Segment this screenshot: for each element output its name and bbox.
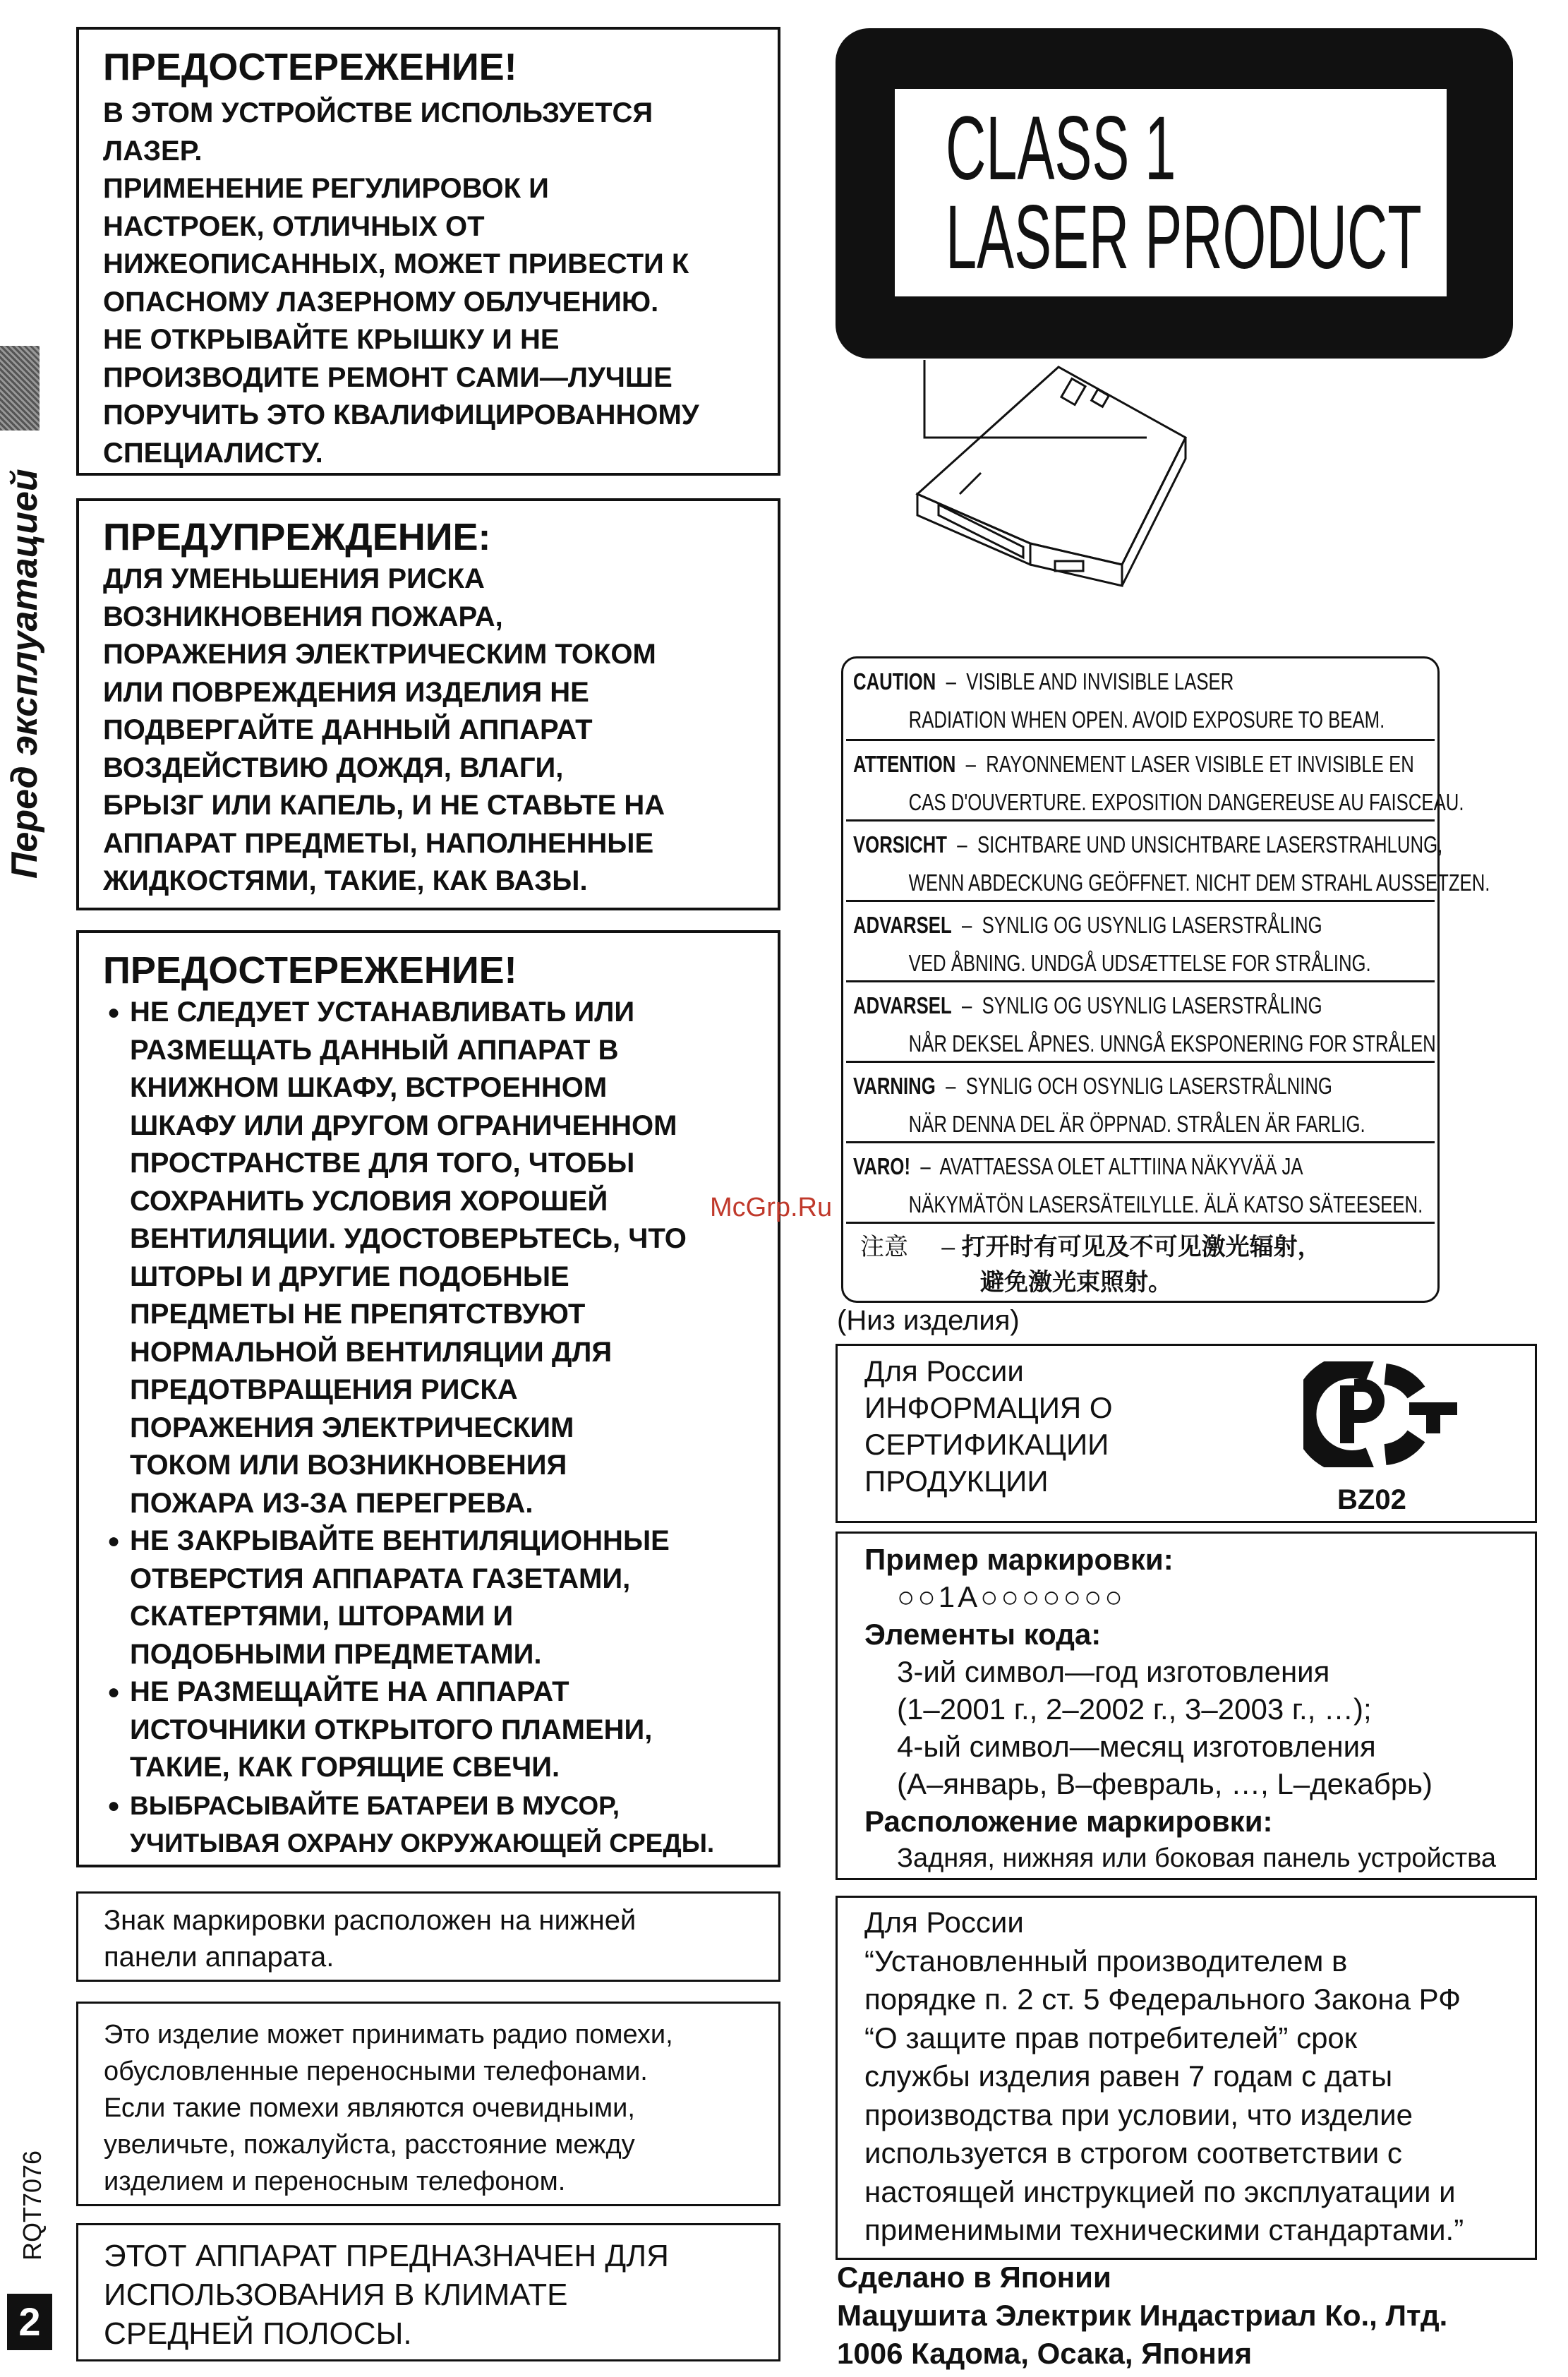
warning-label: 注意: [860, 1234, 908, 1260]
bullet-item: [107, 1673, 714, 1787]
dash: –: [957, 831, 967, 857]
section-title: Перед эксплуатацией: [4, 469, 45, 879]
service-life-text: [864, 1903, 1464, 2250]
warning-line: ВОЗНИКНОВЕНИЯ ПОЖАРА,: [103, 601, 503, 632]
note-line: Знак маркировки расположен на нижней: [104, 1905, 637, 1936]
caution-line: ОПАСНОМУ ЛАЗЕРНОМУ ОБЛУЧЕНИЮ.: [103, 286, 659, 318]
bullet-line: НЕ ЗАКРЫВАЙТЕ ВЕНТИЛЯЦИОННЫЕ: [130, 1525, 670, 1556]
bullet-line: ПОЖАРА ИЗ-ЗА ПЕРЕГРЕВА.: [130, 1487, 533, 1519]
radio-note-text: [104, 2016, 673, 2200]
bullet-line: ПРЕДОТВРАЩЕНИЯ РИСКА: [130, 1374, 518, 1405]
warning-line: АППАРАТ ПРЕДМЕТЫ, НАПОЛНЕННЫЕ: [103, 827, 654, 859]
warning-line: ИЛИ ПОВРЕЖДЕНИЯ ИЗДЕЛИЯ НЕ: [103, 676, 589, 708]
doc-code: RQT7076: [18, 2150, 47, 2261]
caution-line: НИЖЕОПИСАННЫХ, МОЖЕТ ПРИВЕСТИ К: [103, 248, 689, 279]
caution-box-ventilation: [76, 930, 780, 1867]
warning-label: ADVARSEL: [853, 992, 952, 1018]
code-element-line: (1–2001 г., 2–2002 г., 3–2003 г., …);: [897, 1692, 1372, 1726]
cert-line: ИНФОРМАЦИЯ О: [864, 1391, 1113, 1424]
bullet-line: ВЫБРАСЫВАЙТЕ БАТАРЕИ В МУСОР,: [130, 1791, 620, 1820]
bullet-line: ТОКОМ ИЛИ ВОЗНИКНОВЕНИЯ: [130, 1450, 567, 1481]
cert-text: [864, 1353, 1113, 1500]
warning-line-2: VED ÅBNING. UNDGÅ UDSÆTTELSE FOR STRÅLING.: [908, 950, 1371, 976]
marking-location-note: [76, 1891, 780, 1982]
bullet-mark: ●: [107, 1793, 121, 1817]
device-illustration: [889, 353, 1313, 663]
bullet-line: ТАКИЕ, КАК ГОРЯЩИЕ СВЕЧИ.: [130, 1752, 560, 1783]
note-line: панели аппарата.: [104, 1942, 334, 1973]
warning-line-2: WENN ABDECKUNG GEÖFFNET. NICHT DEM STRAHL AUSSETZEN.: [908, 869, 1490, 896]
warning-line-2: CAS D'OUVERTURE. EXPOSITION DANGEREUSE AU FAISCEAU.: [908, 789, 1464, 815]
warning-line-1: 打开时有可见及不可见激光辐射，: [961, 1234, 1322, 1260]
device-front: [917, 494, 1030, 565]
bullet-item: [107, 1522, 714, 1673]
climate-note-text: [104, 2237, 669, 2353]
note-line: СРЕДНЕЙ ПОЛОСЫ.: [104, 2316, 412, 2351]
service-life-line: “Установленный производителем в: [864, 1944, 1348, 1978]
warning-label: ATTENTION: [853, 751, 956, 777]
cert-line: ПРОДУКЦИИ: [864, 1464, 1049, 1498]
marking-example-box: [836, 1531, 1537, 1880]
warning-line: ПОРАЖЕНИЯ ЭЛЕКТРИЧЕСКИМ ТОКОМ: [103, 639, 656, 670]
warning-line-1: SYNLIG OG USYNLIG LASERSTRÅLING: [982, 912, 1322, 938]
warning-label: VARNING: [853, 1073, 936, 1099]
manufacturer-line: Сделано в Японии: [837, 2261, 1111, 2294]
device-side: [1030, 543, 1122, 586]
note-line: Если такие помехи являются очевидными,: [104, 2093, 635, 2123]
bullet-line: ВЕНТИЛЯЦИИ. УДОСТОВЕРЬТЕСЬ, ЧТО: [130, 1223, 687, 1254]
caution-line: ПРОИЗВОДИТЕ РЕМОНТ САМИ—ЛУЧШЕ: [103, 361, 673, 393]
bullet-line: СКАТЕРТЯМИ, ШТОРАМИ И: [130, 1601, 514, 1632]
bullet-line: НОРМАЛЬНОЙ ВЕНТИЛЯЦИИ ДЛЯ: [130, 1336, 613, 1368]
cert-line: Для России: [864, 1354, 1024, 1388]
warning-row-advarsel-no: [846, 980, 1441, 1063]
bullet-line: КНИЖНОМ ШКАФУ, ВСТРОЕННОМ: [130, 1072, 608, 1103]
bullet-line: УЧИТЫВАЯ ОХРАНУ ОКРУЖАЮЩЕЙ СРЕДЫ.: [130, 1829, 715, 1858]
laser-label-text: [946, 98, 1422, 288]
caution-line: НЕ ОТКРЫВАЙТЕ КРЫШКУ И НЕ: [103, 324, 560, 355]
cert-logo-code: BZ02: [1337, 1484, 1406, 1515]
marking-note-text: [104, 1902, 636, 1975]
page-number: 2: [7, 2294, 52, 2350]
bullet-mark: ●: [107, 1001, 121, 1024]
warning-line-1: VISIBLE AND INVISIBLE LASER: [966, 668, 1234, 694]
warning-line-1: SICHTBARE UND UNSICHTBARE LASERSTRAHLUNG,: [977, 831, 1443, 857]
device-right: [1122, 438, 1186, 586]
caution2-title: ПРЕДОСТЕРЕЖЕНИЕ!: [103, 949, 517, 992]
dash: –: [961, 992, 972, 1018]
caution-line: ПОРУЧИТЬ ЭТО КВАЛИФИЦИРОВАННОМУ: [103, 399, 699, 431]
marking-code: ○○1А○○○○○○○: [897, 1580, 1126, 1613]
bullet-mark: ●: [107, 1680, 121, 1704]
warning-line-2: RADIATION WHEN OPEN. AVOID EXPOSURE TO BEAM.: [908, 706, 1385, 733]
bullet-item: [107, 994, 714, 1522]
dash: –: [965, 751, 977, 777]
dash: –: [946, 668, 956, 694]
climate-note: [76, 2223, 780, 2361]
warning-line-1: RAYONNEMENT LASER VISIBLE ET INVISIBLE EN: [986, 751, 1414, 777]
warning-text: [103, 560, 665, 901]
note-line: ИСПОЛЬЗОВАНИЯ В КЛИМАТЕ: [104, 2277, 568, 2312]
laser-product-line: LASER PRODUCT: [946, 187, 1422, 288]
warning-row-advarsel-da: [846, 900, 1435, 982]
code-elements-title: Элементы кода:: [864, 1618, 1102, 1651]
caution-box-laser: [76, 27, 780, 476]
service-life-line: производства при условии, что изделие: [864, 2098, 1413, 2131]
warning-row-vorsicht: [846, 819, 1490, 902]
marking-location-text: Задняя, нижняя или боковая панель устройства: [897, 1843, 1497, 1873]
warning-line-2: NÄR DENNA DEL ÄR ÖPPNAD. STRÅLEN ÄR FARLIG.: [908, 1111, 1365, 1137]
certification-box: [836, 1344, 1537, 1523]
bullet-line: ОТВЕРСТИЯ АППАРАТА ГАЗЕТАМИ,: [130, 1563, 631, 1594]
caution-text: [103, 95, 699, 472]
warning-line-2: NÅR DEKSEL ÅPNES. UNNGÅ EKSPONERING FOR STRÅLEN.: [908, 1030, 1441, 1057]
warning-title: ПРЕДУПРЕЖДЕНИЕ:: [103, 516, 491, 558]
watermark: McGrp.Ru: [710, 1193, 833, 1222]
service-life-line: настоящей инструкцией по эксплуатации и: [864, 2174, 1456, 2208]
caution-line: В ЭТОМ УСТРОЙСТВЕ ИСПОЛЬЗУЕТСЯ: [103, 97, 653, 128]
bullet-line: ИСТОЧНИКИ ОТКРЫТОГО ПЛАМЕНИ,: [130, 1714, 653, 1745]
service-life-line: порядке п. 2 ст. 5 Федерального Закона РФ: [864, 1982, 1461, 2016]
laser-class-line: CLASS 1: [946, 98, 1176, 199]
caution-title: ПРЕДОСТЕРЕЖЕНИЕ!: [103, 46, 517, 88]
code-element-line: (А–январь, В–февраль, …, L–декабрь): [897, 1767, 1433, 1800]
marking-example-content: [864, 1541, 1496, 1877]
service-life-line: “О защите прав потребителей” срок: [864, 2021, 1358, 2054]
note-line: увеличьте, пожалуйста, расстояние между: [104, 2130, 635, 2160]
marking-location-title: Расположение маркировки:: [864, 1805, 1273, 1838]
caution-line: НАСТРОЕК, ОТЛИЧНЫХ ОТ: [103, 210, 485, 242]
section-tab-marker: [0, 346, 40, 431]
manufacturer-line: Мацушита Электрик Индастриал Ко., Лтд.: [837, 2299, 1448, 2332]
bullet-line: НЕ РАЗМЕЩАЙТЕ НА АППАРАТ: [130, 1676, 569, 1707]
warning-row-attention: [846, 739, 1464, 822]
note-line: обусловленные переносными телефонами.: [104, 2057, 648, 2086]
warning-row-caution: [846, 658, 1435, 739]
laser-label-panel: [895, 89, 1447, 296]
warning-line: ЖИДКОСТЯМИ, ТАКИЕ, КАК ВАЗЫ.: [103, 865, 588, 896]
caution-line: СПЕЦИАЛИСТУ.: [103, 437, 323, 469]
underside-caption: (Низ изделия): [837, 1305, 1020, 1336]
warning-line-1: AVATTAESSA OLET ALTTIINA NÄKYVÄÄ JA: [939, 1153, 1303, 1179]
service-life-line: службы изделия равен 7 годам с даты: [864, 2059, 1393, 2093]
device-mark: [1061, 379, 1085, 405]
device-switch: [1055, 561, 1083, 571]
bullet-line: ПРЕДМЕТЫ НЕ ПРЕПЯТСТВУЮТ: [130, 1299, 586, 1330]
warning-line-1: SYNLIG OG USYNLIG LASERSTRÅLING: [982, 992, 1322, 1018]
warning-label: VORSICHT: [853, 831, 948, 857]
warning-label: ADVARSEL: [853, 912, 952, 938]
bullet-line: ПРОСТРАНСТВЕ ДЛЯ ТОГО, ЧТОБЫ: [130, 1148, 635, 1179]
caution-line: ПРИМЕНЕНИЕ РЕГУЛИРОВОК И: [103, 173, 549, 204]
bullet-line: СОХРАНИТЬ УСЛОВИЯ ХОРОШЕЙ: [130, 1185, 608, 1217]
dash: –: [946, 1073, 956, 1099]
warning-line: ВОЗДЕЙСТВИЮ ДОЖДЯ, ВЛАГИ,: [103, 752, 564, 783]
caution2-list: [107, 994, 714, 1863]
bullet-line: ШКАФУ ИЛИ ДРУГОМ ОГРАНИЧЕННОМ: [130, 1109, 677, 1141]
warning-line-2: 避免激光束照射。: [980, 1269, 1172, 1296]
warning-line: ДЛЯ УМЕНЬШЕНИЯ РИСКА: [103, 563, 485, 594]
laser-class-label: [836, 28, 1513, 359]
bullet-mark: ●: [107, 1529, 121, 1553]
warning-line: БРЫЗГ ИЛИ КАПЕЛЬ, И НЕ СТАВЬТЕ НА: [103, 790, 665, 821]
service-life-line: используется в строгом соответствии с: [864, 2136, 1402, 2170]
note-line: Это изделие может принимать радио помехи,: [104, 2020, 673, 2050]
manufacturer-info: [837, 2258, 1447, 2373]
warning-row-varo: [846, 1141, 1435, 1224]
warning-row-varning: [846, 1061, 1435, 1143]
marking-example-title: Пример маркировки:: [864, 1543, 1174, 1576]
warning-label: VARO!: [853, 1153, 911, 1179]
warning-label: CAUTION: [853, 668, 936, 694]
cert-line: СЕРТИФИКАЦИИ: [864, 1428, 1109, 1461]
note-line: ЭТОТ АППАРАТ ПРЕДНАЗНАЧЕН ДЛЯ: [104, 2239, 669, 2273]
bullet-line: ПОРАЖЕНИЯ ЭЛЕКТРИЧЕСКИМ: [130, 1412, 574, 1443]
service-life-line: применимыми техническими стандартами.”: [864, 2213, 1464, 2246]
bullet-line: РАЗМЕЩАТЬ ДАННЫЙ АППАРАТ В: [130, 1034, 619, 1066]
warning-line-1: SYNLIG OCH OSYNLIG LASERSTRÅLNING: [965, 1073, 1332, 1099]
bullet-line: ПОДОБНЫМИ ПРЕДМЕТАМИ.: [130, 1638, 542, 1670]
caution-line: ЛАЗЕР.: [103, 135, 203, 167]
rst-certification-logo: [1303, 1361, 1466, 1467]
bullet-line: ШТОРЫ И ДРУГИЕ ПОДОБНЫЕ: [130, 1260, 569, 1292]
service-life-box: [836, 1896, 1537, 2260]
dash: –: [920, 1153, 931, 1179]
label-leader-line: [924, 360, 1147, 438]
code-element-line: 4-ый символ—месяц изготовления: [897, 1730, 1376, 1763]
warning-row-chinese: [846, 1222, 1435, 1303]
bullet-line: НЕ СЛЕДУЕТ УСТАНАВЛИВАТЬ ИЛИ: [130, 997, 635, 1028]
laser-warnings-table: [841, 656, 1490, 1303]
bullet-item: [107, 1787, 714, 1863]
warning-line: ПОДВЕРГАЙТЕ ДАННЫЙ АППАРАТ: [103, 714, 593, 745]
radio-interference-note: [76, 2002, 780, 2206]
manufacturer-line: 1006 Кадома, Осака, Япония: [837, 2337, 1253, 2370]
service-life-line: Для России: [864, 1906, 1024, 1939]
device-top: [917, 367, 1186, 565]
warning-line-2: NÄKYMÄTÖN LASERSÄTEILYLLE. ÄLÄ KATSO SÄTEESEEN.: [908, 1191, 1423, 1217]
dash: –: [961, 912, 972, 938]
note-line: изделием и переносным телефоном.: [104, 2167, 566, 2196]
warning-box: [76, 498, 780, 910]
dash: –: [941, 1234, 955, 1260]
code-element-line: 3-ий символ—год изготовления: [897, 1655, 1330, 1688]
